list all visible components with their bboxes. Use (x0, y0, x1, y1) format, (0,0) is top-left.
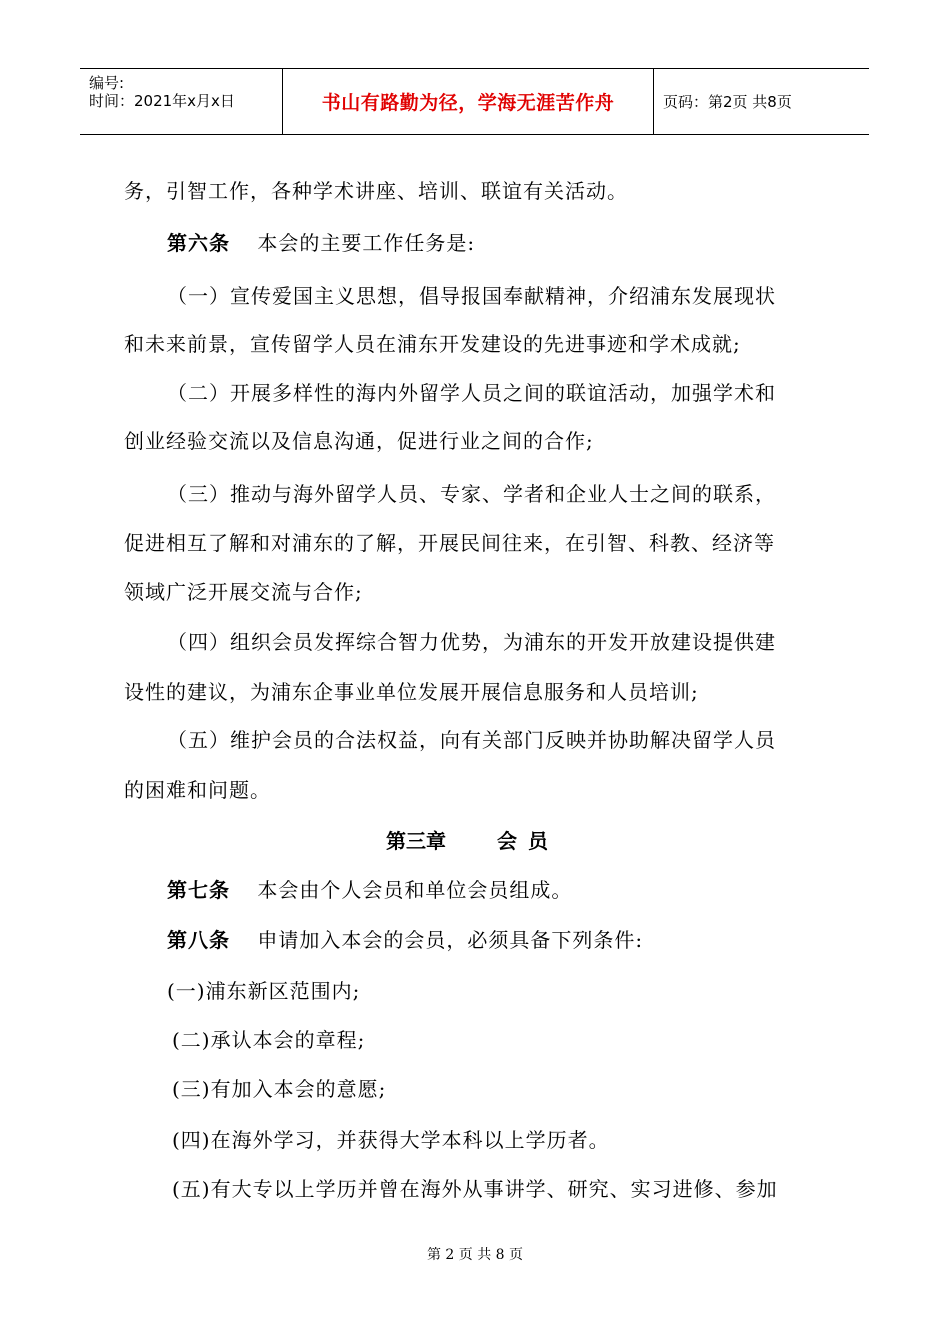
body-line: 务，引智工作，各种学术讲座、培训、联谊有关活动。 (124, 179, 628, 203)
page-footer: 第 2 页 共 8 页 (426, 1247, 524, 1263)
body-line: 设性的建议，为浦东企事业单位发展开展信息服务和人员培训; (124, 680, 699, 704)
header-motto: 书山有路勤为径，学海无涯苦作舟 (321, 92, 615, 114)
header-divider (653, 68, 654, 135)
body-line: 和未来前景，宣传留学人员在浦东开发建设的先进事迹和学术成就; (124, 332, 741, 356)
list-item: (一)浦东新区范围内; (167, 979, 361, 1003)
body-line: （五）维护会员的合法权益，向有关部门反映并协助解决留学人员 (167, 728, 776, 752)
article-text: 申请加入本会的会员，必须具备下列条件: (257, 928, 644, 952)
body-line: 创业经验交流以及信息沟通，促进行业之间的合作; (124, 429, 594, 453)
body-line: 的困难和问题。 (124, 778, 271, 802)
article-8 (167, 927, 643, 953)
list-item: (二)承认本会的章程; (172, 1028, 366, 1052)
body-line: （四）组织会员发挥综合智力优势，为浦东的开发开放建设提供建 (167, 630, 776, 654)
article-6 (167, 230, 475, 256)
article-label: 第七条 (167, 878, 230, 902)
article-7 (167, 877, 572, 903)
article-label: 第八条 (167, 928, 230, 952)
body-line: 促进相互了解和对浦东的了解，开展民间往来，在引智、科教、经济等 (124, 531, 775, 555)
doc-date: 时间：2021年x月x日 (89, 92, 235, 110)
list-item: (五)有大专以上学历并曾在海外从事讲学、研究、实习进修、参加 (172, 1177, 778, 1201)
doc-number-label: 编号: (89, 74, 125, 92)
article-text: 本会由个人会员和单位会员组成。 (257, 878, 573, 902)
chapter-heading-title: 会 员 (497, 829, 550, 853)
list-item: (三)有加入本会的意愿; (172, 1077, 387, 1101)
body-line: （二）开展多样性的海内外留学人员之间的联谊活动，加强学术和 (167, 381, 776, 405)
body-line: （一）宣传爱国主义思想，倡导报国奉献精神，介绍浦东发展现状 (167, 284, 776, 308)
list-item: (四)在海外学习，并获得大学本科以上学历者。 (172, 1128, 610, 1152)
article-text: 本会的主要工作任务是: (257, 231, 476, 255)
body-line: 领域广泛开展交流与合作; (124, 580, 363, 604)
article-label: 第六条 (167, 231, 230, 255)
body-line: （三）推动与海外留学人员、专家、学者和企业人士之间的联系， (167, 482, 776, 506)
chapter-heading-number: 第三章 (386, 829, 446, 853)
header-page-code: 页码：第2页 共8页 (663, 93, 792, 111)
page-header (80, 68, 869, 135)
